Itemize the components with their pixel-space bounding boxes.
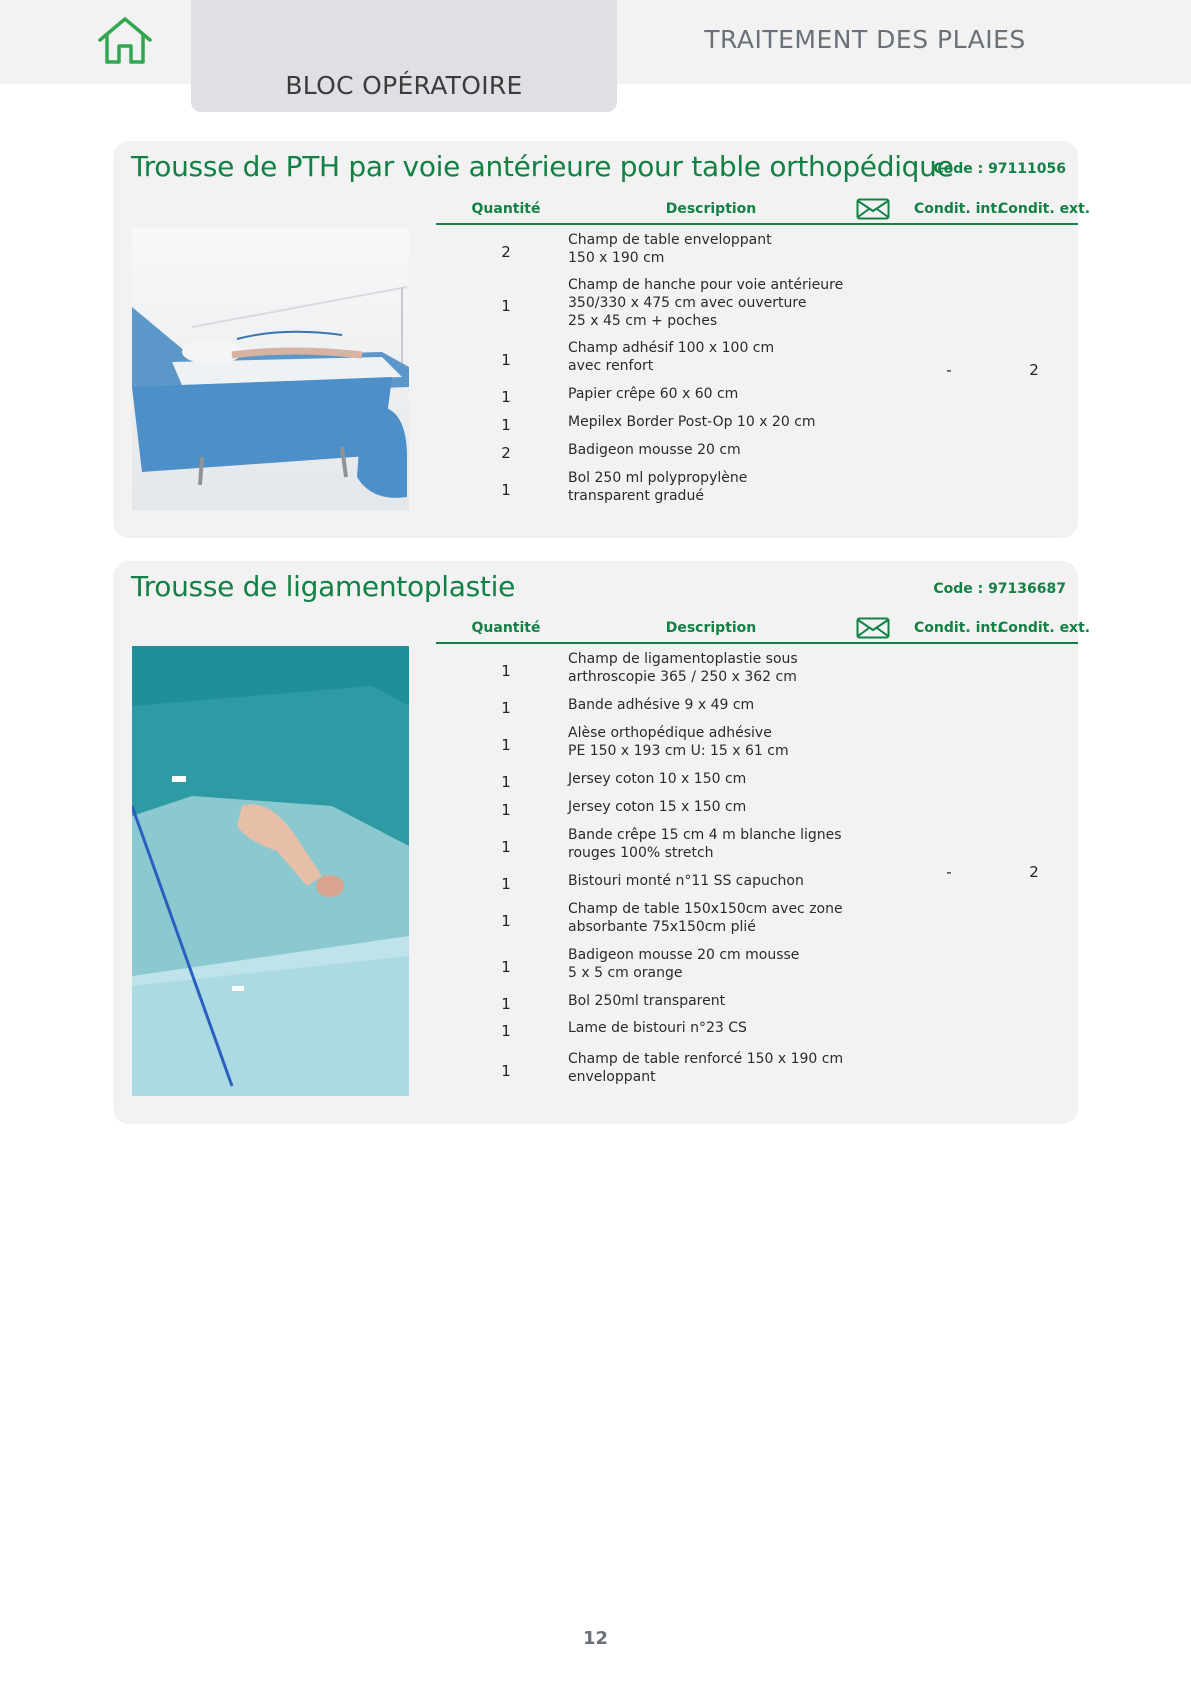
row-quantity: 2 [501, 444, 511, 462]
table-row [436, 469, 916, 509]
row-quantity: 1 [501, 416, 511, 434]
table-row [436, 650, 916, 690]
table-row [436, 798, 916, 820]
row-description: Jersey coton 10 x 150 cm [568, 771, 747, 787]
kit-title: Trousse de PTH par voie antérieure pour table orthopédique [131, 150, 954, 183]
row-quantity: 1 [501, 662, 511, 680]
kit-code: Code : 97136687 [933, 581, 1066, 597]
table-row [436, 231, 916, 271]
kit-card-pth [113, 141, 1091, 538]
kit-title: Trousse de ligamentoplastie [131, 570, 515, 603]
row-quantity: 1 [501, 838, 511, 856]
row-description: Champ adhésif 100 x 100 cm avec renfort [568, 340, 775, 374]
tab-bloc-operatoire[interactable] [191, 0, 617, 112]
table-row [436, 872, 916, 894]
row-description: Champ de ligamentoplastie sous arthroscopie 365 / 250 x 362 cm [568, 651, 798, 685]
row-description: Champ de hanche pour voie antérieure 350/330 x 475 cm avec ouverture 25 x 45 cm + poches [568, 277, 844, 329]
envelope-icon [856, 198, 890, 220]
table-row [436, 276, 916, 334]
table-row [436, 724, 916, 764]
col-condit-int: Condit. int. [914, 201, 1003, 217]
col-condit-ext: Condit. ext. [998, 620, 1091, 636]
col-quantite: Quantité [471, 620, 541, 636]
table-row [436, 385, 916, 407]
table-row [436, 770, 916, 792]
col-condit-int: Condit. int. [914, 620, 1003, 636]
row-description: Bistouri monté n°11 SS capuchon [568, 873, 804, 889]
row-description: Bol 250 ml polypropylène transparent gradué [568, 470, 748, 504]
table-row [436, 826, 916, 866]
col-description: Description [665, 201, 757, 217]
row-description: Bande crêpe 15 cm 4 m blanche lignes rouges 100% stretch [568, 827, 842, 861]
table-row [436, 1050, 916, 1090]
row-description: Badigeon mousse 20 cm [568, 442, 741, 458]
condit-int-value: - [946, 361, 952, 379]
row-quantity: 1 [501, 388, 511, 406]
kit-card-ligamentoplastie [113, 561, 1091, 1124]
row-description: Jersey coton 15 x 150 cm [568, 799, 747, 815]
row-description: Badigeon mousse 20 cm mousse 5 x 5 cm orange [568, 947, 800, 981]
table-row [436, 441, 916, 463]
condit-ext-value: 2 [1029, 361, 1039, 379]
home-icon[interactable] [97, 16, 153, 66]
table-row [436, 900, 916, 940]
row-description: Bol 250ml transparent [568, 993, 726, 1009]
row-quantity: 1 [501, 801, 511, 819]
table-row [436, 992, 916, 1014]
row-description: Champ de table renforcé 150 x 190 cm enveloppant [568, 1051, 844, 1085]
row-quantity: 1 [501, 1022, 511, 1040]
condit-int-value: - [946, 863, 952, 881]
row-quantity: 1 [501, 958, 511, 976]
condit-ext-value: 2 [1029, 863, 1039, 881]
row-quantity: 1 [501, 1062, 511, 1080]
row-quantity: 1 [501, 875, 511, 893]
table-row [436, 946, 916, 986]
table-header [436, 620, 1091, 644]
envelope-icon [856, 617, 890, 639]
col-description: Description [665, 620, 757, 636]
row-quantity: 1 [501, 481, 511, 499]
product-photo-ligamentoplastie [132, 646, 409, 1096]
section-title: TRAITEMENT DES PLAIES [704, 25, 1026, 54]
table-header [436, 201, 1091, 225]
table-row [436, 339, 916, 379]
product-photo-pth [132, 227, 409, 510]
row-description: Bande adhésive 9 x 49 cm [568, 697, 755, 713]
row-quantity: 1 [501, 995, 511, 1013]
row-quantity: 2 [501, 243, 511, 261]
tab-label: BLOC OPÉRATOIRE [285, 71, 523, 100]
row-quantity: 1 [501, 912, 511, 930]
table-row [436, 1019, 916, 1041]
row-description: Mepilex Border Post-Op 10 x 20 cm [568, 414, 816, 430]
table-row [436, 696, 916, 718]
row-quantity: 1 [501, 351, 511, 369]
row-quantity: 1 [501, 773, 511, 791]
col-condit-ext: Condit. ext. [998, 201, 1091, 217]
row-description: Alèse orthopédique adhésive PE 150 x 193 cm U: 15 x 61 cm [568, 725, 789, 759]
row-quantity: 1 [501, 297, 511, 315]
kit-code: Code : 97111056 [933, 161, 1066, 177]
row-description: Lame de bistouri n°23 CS [568, 1020, 747, 1036]
row-description: Champ de table enveloppant 150 x 190 cm [568, 232, 772, 266]
row-description: Champ de table 150x150cm avec zone absorbante 75x150cm plié [568, 901, 843, 935]
row-quantity: 1 [501, 699, 511, 717]
col-quantite: Quantité [471, 201, 541, 217]
page-number: 12 [582, 1628, 609, 1649]
table-row [436, 413, 916, 435]
row-description: Papier crêpe 60 x 60 cm [568, 386, 739, 402]
row-quantity: 1 [501, 736, 511, 754]
